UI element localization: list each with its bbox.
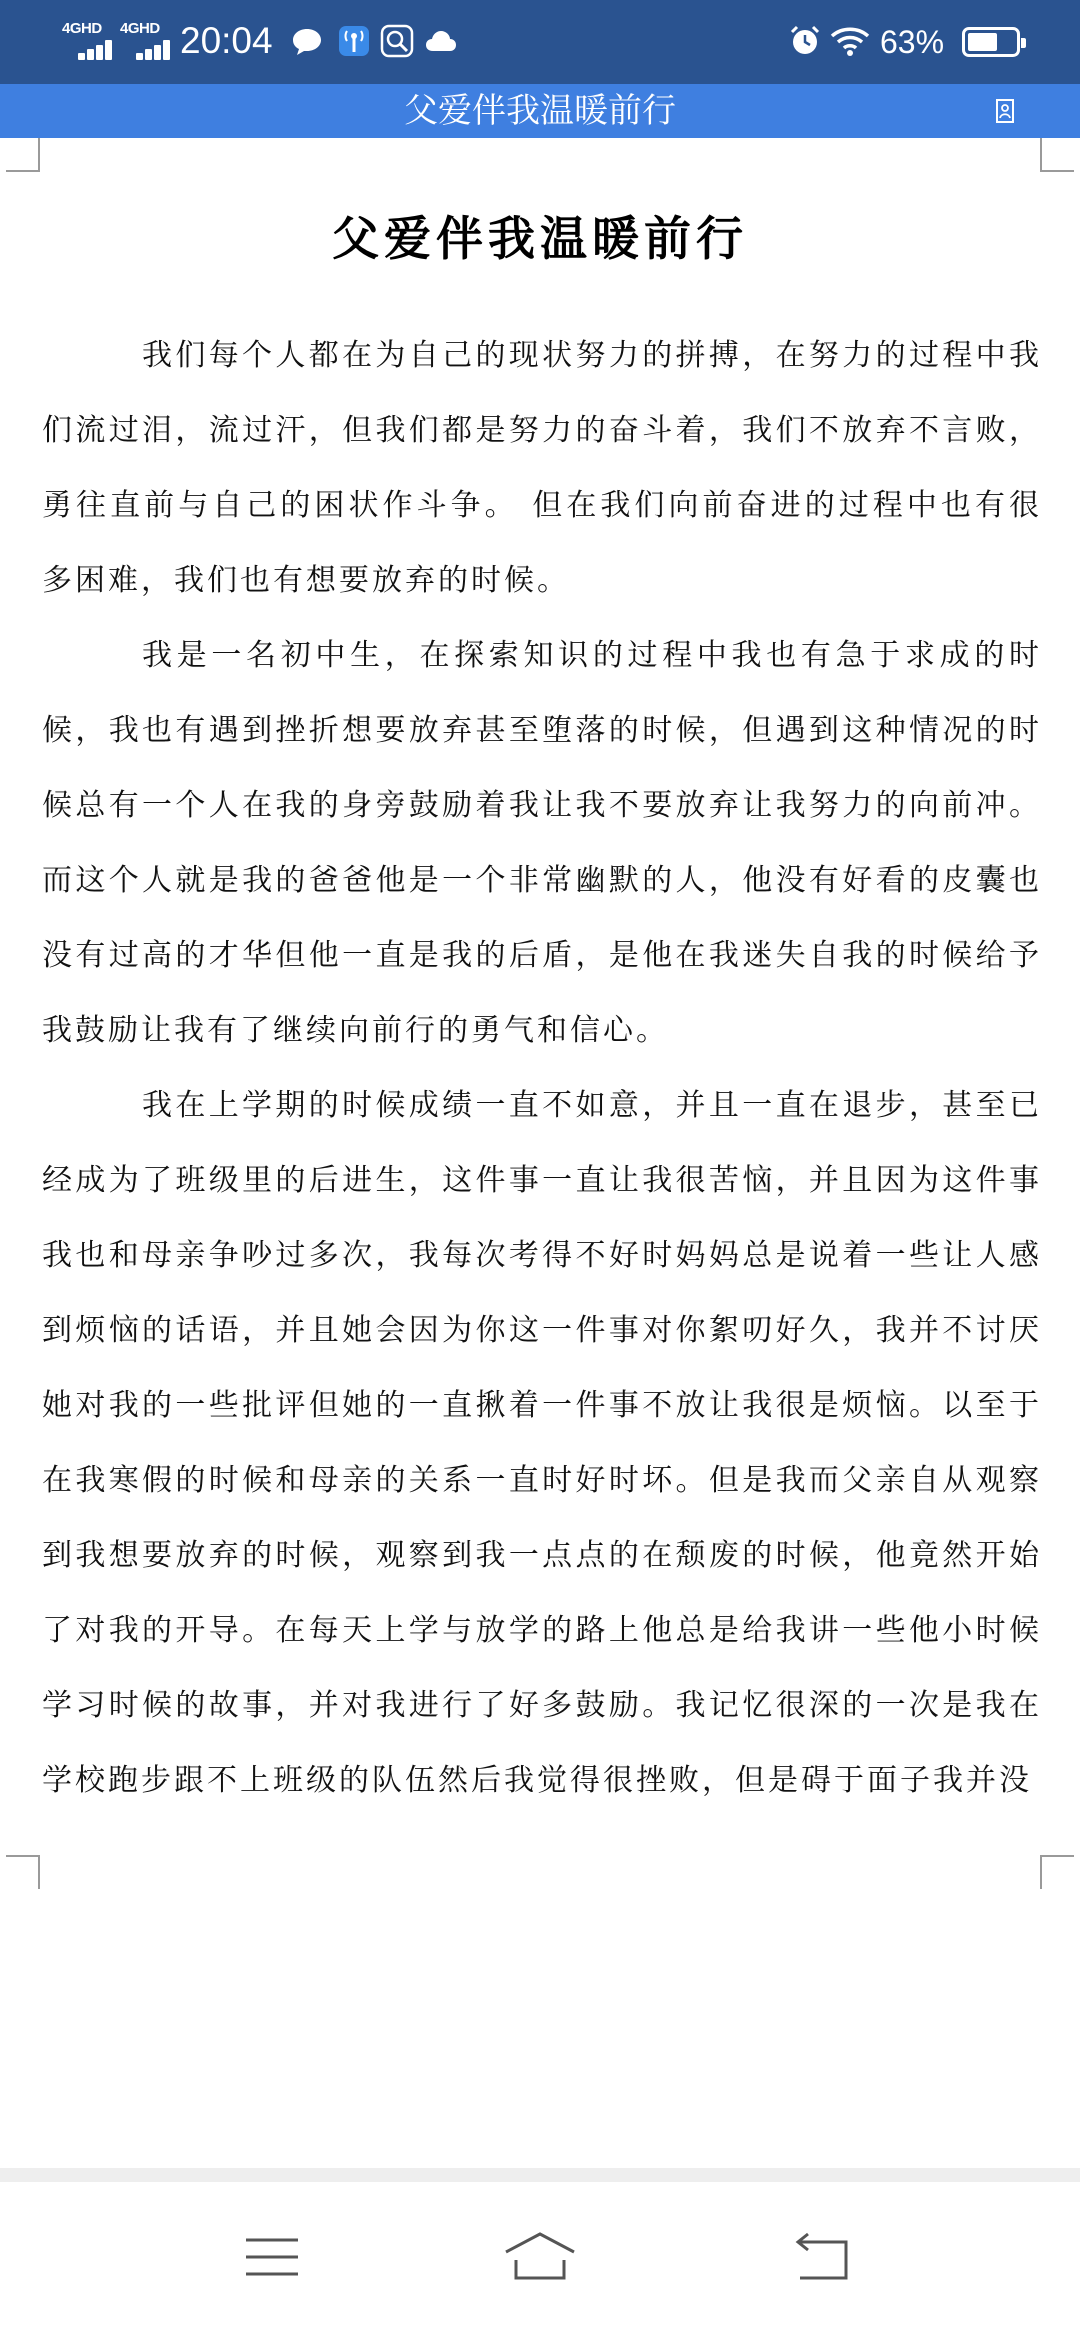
page-divider (0, 2168, 1080, 2182)
home-icon[interactable] (500, 2222, 580, 2292)
page-corner-mark-bottom-right (1040, 1855, 1074, 1889)
status-bar (0, 0, 1080, 84)
network-type-1: 4GHD (62, 20, 102, 37)
page-corner-mark-bottom-left (6, 1855, 40, 1889)
battery-percent: 63% (880, 24, 945, 60)
alarm-icon (788, 24, 822, 58)
cellular-signal-1-icon (62, 20, 118, 60)
document-outline-icon[interactable] (990, 96, 1020, 126)
document-title-bar (0, 84, 1080, 138)
paragraph-2: 我是一名初中生，在探索知识的过程中我也有急于求成的时候，我也有遇到挫折想要放弃甚至堕落的时候，但遇到这种情况的时候总有一个人在我的身旁鼓励着我让我不要放弃让我努力的向前冲。而这个人就是我的爸爸他是一个非常幽默的人，他没有好看的皮囊也没有过高的才华但他一直是我的后盾，是他在我迷失自我的时候给予我鼓励让我有了继续向前行的勇气和信心。 (42, 638, 1042, 1048)
cellular-signal-2-icon (120, 20, 176, 60)
back-icon[interactable] (782, 2222, 862, 2292)
document-body (42, 318, 1042, 1818)
search-app-icon (380, 24, 414, 58)
page-corner-mark-top-left (6, 138, 40, 172)
battery-icon (962, 27, 1020, 57)
page-corner-mark-top-right (1040, 138, 1074, 172)
status-clock: 20:04 (180, 20, 273, 61)
paragraph-1: 我们每个人都在为自己的现状努力的拼搏，在努力的过程中我们流过泪，流过汗，但我们都是努力的奋斗着，我们不放弃不言败，勇往直前与自己的困状作斗争。 但在我们向前奋进的过程中也有很多困难，我们也有想要放弃的时候。 (42, 338, 1042, 598)
document-heading: 父爱伴我温暖前行 (332, 212, 748, 267)
chat-bubble-icon (290, 24, 324, 58)
cloud-icon (424, 24, 458, 58)
wifi-icon (830, 24, 870, 58)
navigation-bar (0, 2182, 1080, 2340)
hotspot-icon (337, 24, 371, 58)
document-title: 父爱伴我温暖前行 (404, 91, 676, 131)
menu-icon[interactable] (232, 2222, 312, 2292)
network-type-2: 4GHD (120, 20, 160, 37)
paragraph-3: 我在上学期的时候成绩一直不如意，并且一直在退步，甚至已经成为了班级里的后进生，这件事一直让我很苦恼，并且因为这件事我也和母亲争吵过多次，我每次考得不好时妈妈总是说着一些让人感到烦恼的话语，并且她会因为你这一件事对你絮叨好久，我并不讨厌她对我的一些批评但她的一直揪着一件事不放让我很是烦恼。以至于在我寒假的时候和母亲的关系一直时好时坏。但是我而父亲自从观察到我想要放弃的时候，观察到我一点点的在颓废的时候，他竟然开始了对我的开导。在每天上学与放学的路上他总是给我讲一些他小时候学习时候的故事，并对我进行了好多鼓励。我记忆很深的一次是我在学校跑步跟不上班级的队伍然后我觉得很挫败，但是碍于面子我并没 (42, 1088, 1042, 1798)
